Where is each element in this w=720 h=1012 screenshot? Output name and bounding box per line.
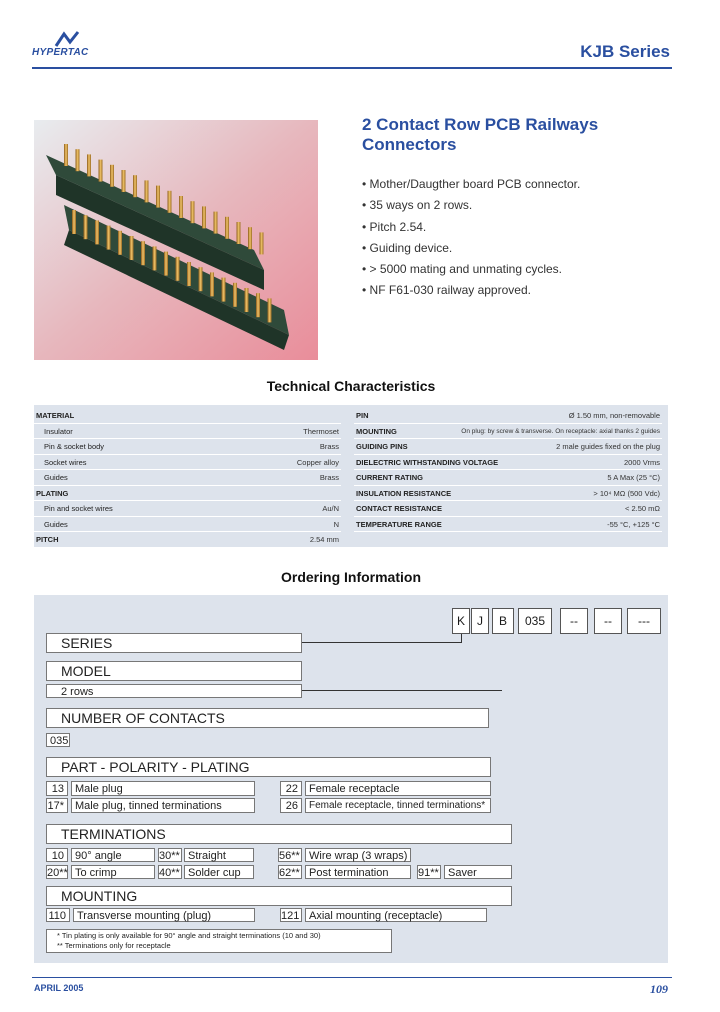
tech-row [34, 455, 341, 471]
tech-value: 2000 Vrms [624, 457, 660, 467]
ordering-title: Ordering Information [281, 569, 421, 585]
tech-key: Pin and socket wires [44, 504, 113, 513]
tech-key: MOUNTING [356, 426, 397, 436]
product-title [362, 115, 682, 155]
feature-item: • Pitch 2.54. [362, 220, 580, 241]
model-value: 2 rows [46, 684, 302, 698]
tech-value: On plug: by screw & transverse. On receptacle: axial thanks 2 guides [461, 427, 660, 435]
term-text: Wire wrap (3 wraps) [305, 848, 411, 862]
term-text: Straight [184, 848, 254, 862]
code-ppp: -- [560, 608, 588, 634]
series-label: SERIES [46, 633, 302, 653]
tech-value: Copper alloy [296, 457, 339, 467]
technical-title: Technical Characteristics [266, 378, 436, 394]
mount-text: Transverse mounting (plug) [73, 908, 255, 922]
tech-value: 5 A Max (25 °C) [607, 473, 660, 482]
ppp-label: PART - POLARITY - PLATING [46, 757, 491, 777]
model-label: MODEL [46, 661, 302, 681]
term-code: 91** [417, 865, 441, 879]
product-title-line2: Connectors [362, 135, 457, 154]
model-connector [302, 690, 502, 691]
tech-key: CONTACT RESISTANCE [356, 504, 442, 513]
term-code: 56** [278, 848, 302, 862]
feature-item: • 35 ways on 2 rows. [362, 198, 580, 219]
footer-divider [32, 977, 672, 978]
code-contacts: 035 [518, 608, 552, 634]
tech-row [354, 517, 662, 533]
ppp-text: Female receptacle [305, 781, 491, 796]
ordering-notes [46, 929, 392, 953]
tech-key: MATERIAL [36, 411, 75, 420]
technical-right-column [354, 408, 662, 532]
footer-date: APRIL 2005 [34, 983, 84, 993]
tech-row [34, 408, 341, 424]
mount-text: Axial mounting (receptacle) [305, 908, 487, 922]
term-code: 40** [158, 865, 182, 879]
tech-value: 2 male guides fixed on the plug [556, 442, 660, 451]
tech-value: < 2.50 mΩ [625, 504, 660, 513]
feature-item: • > 5000 mating and unmating cycles. [362, 262, 580, 283]
term-code: 10 [46, 848, 68, 862]
tech-row [34, 439, 341, 455]
tech-key: Socket wires [44, 457, 87, 467]
feature-item: • Mother/Daugther board PCB connector. [362, 177, 580, 198]
tech-row [354, 470, 662, 486]
header-divider [32, 67, 672, 69]
tech-key: Pin & socket body [44, 442, 105, 451]
tech-row [34, 532, 341, 548]
technical-left-column [34, 408, 341, 548]
tech-key: Guides [44, 473, 68, 482]
ppp-code: 22 [280, 781, 302, 796]
term-code: 30** [158, 848, 182, 862]
tech-value: Brass [319, 442, 339, 451]
series-connector [302, 642, 462, 643]
mount-code: 110 [46, 908, 70, 922]
term-text: Saver [444, 865, 512, 879]
tech-key: PIN [356, 411, 369, 420]
tech-row [354, 455, 662, 471]
code-k: K [452, 608, 470, 634]
terminations-label: TERMINATIONS [46, 824, 512, 844]
tech-row [34, 486, 341, 502]
term-code: 20** [47, 867, 68, 879]
tech-key: TEMPERATURE RANGE [356, 519, 442, 529]
product-photo [34, 120, 318, 360]
tech-value: Au/N [322, 504, 339, 513]
ppp-text: Male plug [71, 781, 255, 796]
tech-value: Ø 1.50 mm, non-removable [568, 411, 660, 420]
feature-list [362, 177, 580, 305]
contacts-label: NUMBER OF CONTACTS [46, 708, 489, 728]
tech-value: > 10⁴ MΩ (500 Vdc) [593, 488, 660, 498]
tech-key: INSULATION RESISTANCE [356, 488, 452, 498]
tech-row [34, 517, 341, 533]
tech-row [354, 486, 662, 502]
term-code: 62** [278, 865, 302, 879]
series-title: KJB Series [580, 42, 670, 61]
feature-item: • Guiding device. [362, 241, 580, 262]
product-title-line1: 2 Contact Row PCB Railways [362, 115, 599, 134]
tech-row [354, 424, 662, 440]
ppp-text: Female receptacle, tinned terminations* [305, 798, 491, 813]
code-mounting: --- [627, 608, 661, 634]
tech-key: CURRENT RATING [356, 473, 423, 482]
tech-value: 2.54 mm [309, 535, 339, 544]
term-text: Solder cup [184, 865, 254, 879]
term-text: 90° angle [71, 848, 155, 862]
tech-row [34, 424, 341, 440]
term-text: Post termination [305, 865, 411, 879]
tech-row [34, 501, 341, 517]
tech-key: Insulator [44, 426, 73, 436]
tech-value: Brass [319, 473, 339, 482]
tech-value: -55 °C, +125 °C [607, 519, 660, 529]
ppp-code: 17* [46, 798, 68, 813]
logo-text: HYPERTAC [32, 47, 89, 58]
tech-value: Thermoset [303, 426, 339, 436]
ppp-text: Male plug, tinned terminations [71, 798, 255, 813]
tech-key: DIELECTRIC WITHSTANDING VOLTAGE [356, 457, 499, 467]
technical-table [34, 405, 668, 547]
ppp-code: 13 [46, 781, 68, 796]
tech-key: GUIDING PINS [356, 442, 408, 451]
note-line: * Tin plating is only available for 90° angle and straight terminations (10 and 30) [57, 931, 321, 940]
note-line: ** Terminations only for receptacle [57, 941, 171, 950]
term-text: To crimp [71, 865, 155, 879]
contacts-value: 035 [46, 733, 70, 747]
series-connector-v [461, 634, 462, 643]
mount-code: 121 [280, 908, 302, 922]
tech-key: PLATING [36, 488, 69, 498]
ppp-code: 26 [280, 798, 302, 813]
code-j: J [471, 608, 489, 634]
tech-key: Guides [44, 519, 68, 529]
tech-row [354, 408, 662, 424]
tech-row [34, 470, 341, 486]
code-b: B [492, 608, 514, 634]
mounting-label: MOUNTING [46, 886, 512, 906]
code-terminations: -- [594, 608, 622, 634]
tech-value: N [333, 519, 339, 529]
tech-row [354, 501, 662, 517]
feature-item: • NF F61-030 railway approved. [362, 283, 580, 304]
page-number: 109 [650, 982, 668, 996]
tech-key: PITCH [36, 535, 59, 544]
tech-row [354, 439, 662, 455]
